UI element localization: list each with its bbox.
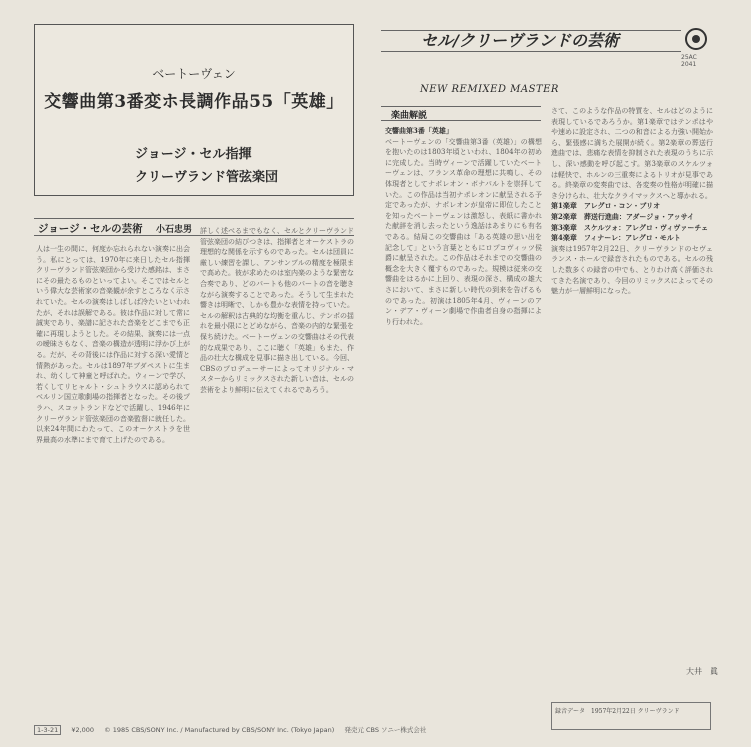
series-header [381, 22, 704, 78]
work-title: 交響曲第3番変ホ長調作品55「英雄」 [44, 92, 344, 112]
movement-3: 第3楽章 スケルツォ：アレグロ・ヴィヴァーチェ [551, 222, 709, 232]
notes-column-3 [385, 126, 542, 694]
series-title: セル/クリーヴランドの芸術 [381, 30, 681, 52]
movement-4: 第4楽章 フィナーレ：アレグロ・モルト [551, 233, 681, 243]
footer-distributor: 発売元 CBS ソニー株式会社 [344, 726, 427, 734]
orchestra-credit: クリーヴランド管弦楽団 [135, 170, 279, 185]
notes-label: 楽曲解説 [391, 111, 428, 121]
notes-heading: 交響曲第3番「英雄」 [385, 126, 453, 135]
composer-name: ベートーヴェン [152, 67, 236, 81]
cbs-eye-logo-icon [685, 28, 707, 50]
notes-header [381, 106, 541, 121]
notes-column-4 [551, 106, 713, 706]
movement-2: 第2楽章 葬送行進曲：アダージョ・アッサイ [551, 211, 695, 221]
essay-title: ジョージ・セルの芸術 [38, 223, 143, 235]
title-box [34, 24, 354, 196]
conductor-credit: ジョージ・セル指揮 [135, 147, 252, 162]
recording-data-box: 録音データ 1957年2月22日 クリーヴランド [551, 702, 711, 730]
footer [34, 725, 534, 734]
essay-author: 小石忠男 [156, 225, 193, 235]
notes-body-2: さて、このような作品の特質を、セルはどのように表現しているであろうか。第1楽章ではテンポはやや速めに設定され、二つの和音による力強い開始から、緊張感に満ちた展開が続く。第2楽章の葬送行進曲では、悲痛な表情を抑制された表現のうちに示し、深い感動を呼び起こす。第3楽章のスケルツォは軽快で、ホルンの三重奏によるトリオが見事である。終楽章の変奏曲では、各変奏の性格が明確に描き分けられ、壮大なクライマックスへと導かれる。 [551, 107, 713, 200]
footer-price: ¥2,000 [71, 726, 95, 734]
notes-body-3: 演奏は1957年2月22日、クリーヴランドのセヴェランス・ホールで録音されたものである。セルの残した数多くの録音の中でも、とりわけ高く評価されてきた名演であり、今回のリミックスによってその魅力が一層鮮明になった。 [551, 244, 713, 296]
essay-column-2: 詳しく述べるまでもなく、セルとクリーヴランド管弦楽団の結びつきは、指揮者とオーケストラの理想的な関係を示すものであった。セルは団員に厳しい練習を課し、アンサンブルの精度を極限まで高めた。彼が求めたのは室内楽のような緊密な合奏であり、どのパートも他のパートの音を聴きながら演奏することであった。そうして生まれた響きは明晰で、しかも豊かな表情を持っていた。セルの解釈は古典的な均衡を重んじ、テンポの揺れを最小限にとどめながら、音楽の内的な緊張を保ち続けた。ベートーヴェンの交響曲はその代表的な成果であり、ここに聴く「英雄」もまた、作品の壮大な構成を見事に描き出している。今回、CBSのプロデューサーによってオリジナル・マスターからリミックスされた新しい音は、セルの芸術をより鮮明に伝えてくれるであろう。 [200, 227, 354, 394]
notes-body: ベートーヴェンの「交響曲第3番（英雄）」の構想を抱いたのは1803年頃といわれ、1804年の初めに完成した。当時ヴィーンで活躍していたベートーヴェンは、フランス革命の理想に共鳴し、その体現者としてナポレオン・ボナパルトを崇拝していた。この作品は当初ナポレオンに献呈される予定であったが、ナポレオンが皇帝に即位したことを知ったベートーヴェンは激怒し、表紙に書かれた献辞を消し去ったという逸話はあまりにも有名である。結局この交響曲は「ある英雄の思い出を記念して」という言葉とともにロプコヴィッツ侯爵に献呈された。この作品はそれまでの交響曲の概念を大きく覆すものであった。規模は従来の交響曲をはるかに上回り、表現の深さ、構成の雄大さにおいて、まさに新しい時代の到来を告げるものであった。初演は1805年4月、ヴィーンのアン・デア・ヴィーン劇場で作曲者自身の指揮により行われた。 [385, 137, 542, 326]
movement-1: 第1楽章 アレグロ・コン・ブリオ [551, 201, 661, 211]
footer-copyright: © 1985 CBS/SONY Inc. / Manufactured by CBS/SONY Inc. (Tokyo Japan) [104, 726, 335, 734]
essay-column-1: 人は一生の間に、何度か忘れられない演奏に出会う。私にとっては、1970年に来日したセル指揮クリーヴランド管弦楽団から受けた感銘は、まさにその最たるものといってよい。そこではセルという偉大な芸術家の音楽観が余すところなく示されていた。セルの演奏はしばしば冷たいといわれたが、それは誤解である。彼は作品に対して常に誠実であり、楽譜に記された音楽をどこまでも正確に再現しようとした。その結果、演奏には一点の曖昧さもなく、音楽の構造が透明に浮かび上がる。だが、その背後には作品に対する深い愛情と情熱があった。セルは1897年ブダペストに生まれ、幼くして神童と呼ばれた。ウィーンで学び、若くしてリヒャルト・シュトラウスに認められてベルリン国立歌劇場の指揮者となった。その後プラハ、スコットランドなどで活躍し、1946年にクリーヴランド管弦楽団の音楽監督に就任した。以来24年間にわたって、このオーケストラを世界最高の水準にまで育て上げたのである。 [36, 245, 190, 444]
remix-mark: NEW REMIXED MASTER [420, 84, 559, 95]
footer-code: 1-3-21 [34, 725, 61, 735]
catalog-number: 25AC 2041 [681, 54, 697, 68]
notes-signature: 大井 眞 [686, 667, 718, 676]
